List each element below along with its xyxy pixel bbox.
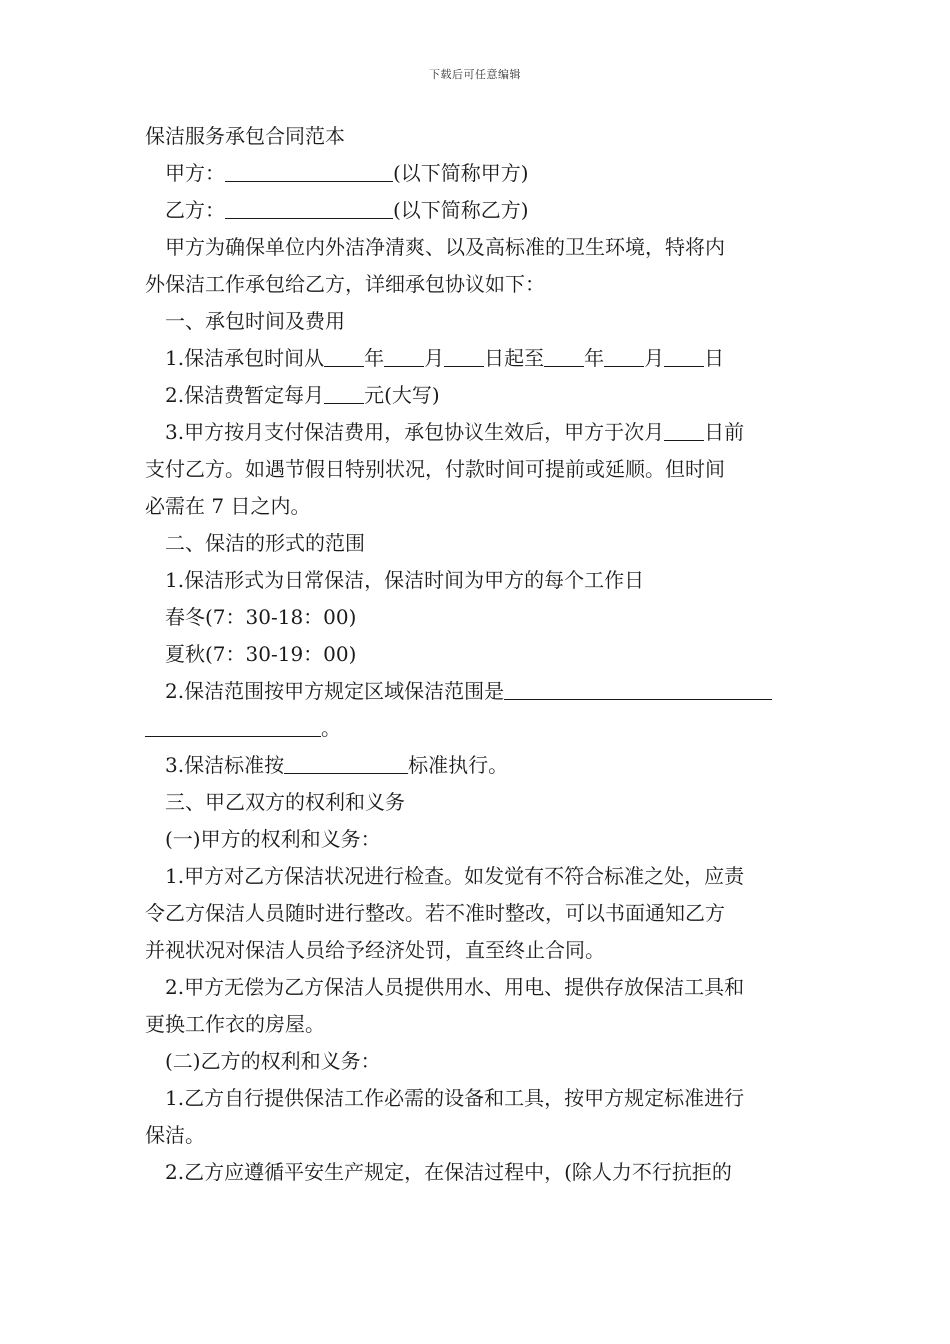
document-title: 保洁服务承包合同范本 bbox=[145, 124, 345, 148]
clause-2-2-end: 。 bbox=[321, 716, 341, 740]
label-day-end: 日 bbox=[704, 346, 725, 370]
header-note: 下载后可任意编辑 bbox=[429, 68, 521, 81]
clause-3-b-2-line-1: 2.乙方应遵循平安生产规定，在保洁过程中，(除人力不行抗拒的 bbox=[165, 1160, 732, 1184]
clause-2-3 bbox=[145, 747, 810, 784]
label-year: 年 bbox=[364, 346, 385, 370]
blank-pay-day bbox=[664, 418, 704, 441]
clause-1-2-suffix: 元(大写) bbox=[364, 383, 440, 407]
clause-1-3-suffix: 日前 bbox=[704, 420, 745, 444]
party-b-suffix: (以下简称乙方) bbox=[393, 198, 529, 222]
blank-day-start bbox=[444, 344, 484, 367]
party-b-label: 乙方： bbox=[165, 198, 225, 222]
clause-3-a-1-line-1: 1.甲方对乙方保洁状况进行检查。如发觉有不符合标准之处，应责 bbox=[165, 864, 745, 888]
party-a-blank bbox=[225, 159, 393, 182]
clause-1-3-line-2: 支付乙方。如遇节假日特别状况，付款时间可提前或延顺。但时间 bbox=[145, 457, 725, 481]
party-a-suffix: (以下简称甲方) bbox=[393, 161, 529, 185]
label-month: 月 bbox=[424, 346, 445, 370]
section-1-heading: 一、承包时间及费用 bbox=[165, 309, 345, 333]
clause-2-3-text: 3.保洁标准按 bbox=[165, 753, 285, 777]
clause-3-a-2-line-2: 更换工作衣的房屋。 bbox=[145, 1012, 325, 1036]
section-3-a-heading: (一)甲方的权利和义务： bbox=[165, 827, 381, 851]
label-month-end: 月 bbox=[644, 346, 665, 370]
intro-line-2: 外保洁工作承包给乙方，详细承包协议如下： bbox=[145, 272, 545, 296]
clause-2-1-summer: 夏秋(7：30-19：00) bbox=[165, 642, 357, 666]
party-a-label: 甲方： bbox=[165, 161, 225, 185]
clause-1-1 bbox=[145, 340, 810, 377]
section-3-heading: 三、甲乙双方的权利和义务 bbox=[165, 790, 405, 814]
blank-day-end bbox=[664, 344, 704, 367]
clause-1-3-text: 3.甲方按月支付保洁费用，承包协议生效后，甲方于次月 bbox=[165, 420, 665, 444]
clause-2-1: 1.保洁形式为日常保洁，保洁时间为甲方的每个工作日 bbox=[165, 568, 645, 592]
clause-3-b-1-line-2: 保洁。 bbox=[145, 1123, 205, 1147]
blank-year-start bbox=[324, 344, 364, 367]
label-year-end: 年 bbox=[584, 346, 605, 370]
blank-scope-1 bbox=[504, 677, 772, 700]
party-b-line bbox=[145, 192, 810, 229]
blank-month-start bbox=[384, 344, 424, 367]
clause-2-2-line-1 bbox=[145, 673, 810, 710]
blank-month-end bbox=[604, 344, 644, 367]
clause-3-a-1-line-3: 并视状况对保洁人员给予经济处罚，直至终止合同。 bbox=[145, 938, 605, 962]
section-3-b-heading: (二)乙方的权利和义务： bbox=[165, 1049, 381, 1073]
blank-year-end bbox=[544, 344, 584, 367]
clause-2-3-suffix: 标准执行。 bbox=[408, 753, 509, 777]
label-day-from: 日起至 bbox=[484, 346, 545, 370]
document-body bbox=[145, 118, 810, 1191]
intro-line-1: 甲方为确保单位内外洁净清爽、以及高标准的卫生环境，特将内 bbox=[165, 235, 725, 259]
blank-scope-2 bbox=[145, 714, 321, 737]
clause-1-2-text: 2.保洁费暂定每月 bbox=[165, 383, 325, 407]
clause-3-b-1-line-1: 1.乙方自行提供保洁工作必需的设备和工具，按甲方规定标准进行 bbox=[165, 1086, 745, 1110]
blank-standard bbox=[284, 751, 408, 774]
clause-1-3-line-1 bbox=[145, 414, 810, 451]
clause-2-2-line-2 bbox=[145, 710, 810, 747]
party-b-blank bbox=[225, 196, 393, 219]
blank-monthly-fee bbox=[324, 381, 364, 404]
section-2-heading: 二、保洁的形式的范围 bbox=[165, 531, 365, 555]
party-a-line bbox=[145, 155, 810, 192]
clause-3-a-2-line-1: 2.甲方无偿为乙方保洁人员提供用水、用电、提供存放保洁工具和 bbox=[165, 975, 745, 999]
clause-2-2-text: 2.保洁范围按甲方规定区域保洁范围是 bbox=[165, 679, 505, 703]
clause-3-a-1-line-2: 令乙方保洁人员随时进行整改。若不准时整改，可以书面通知乙方 bbox=[145, 901, 725, 925]
clause-1-3-line-3: 必需在 7 日之内。 bbox=[145, 494, 311, 518]
clause-1-1-text: 1.保洁承包时间从 bbox=[165, 346, 325, 370]
clause-1-2 bbox=[145, 377, 810, 414]
clause-2-1-spring: 春冬(7：30-18：00) bbox=[165, 605, 357, 629]
